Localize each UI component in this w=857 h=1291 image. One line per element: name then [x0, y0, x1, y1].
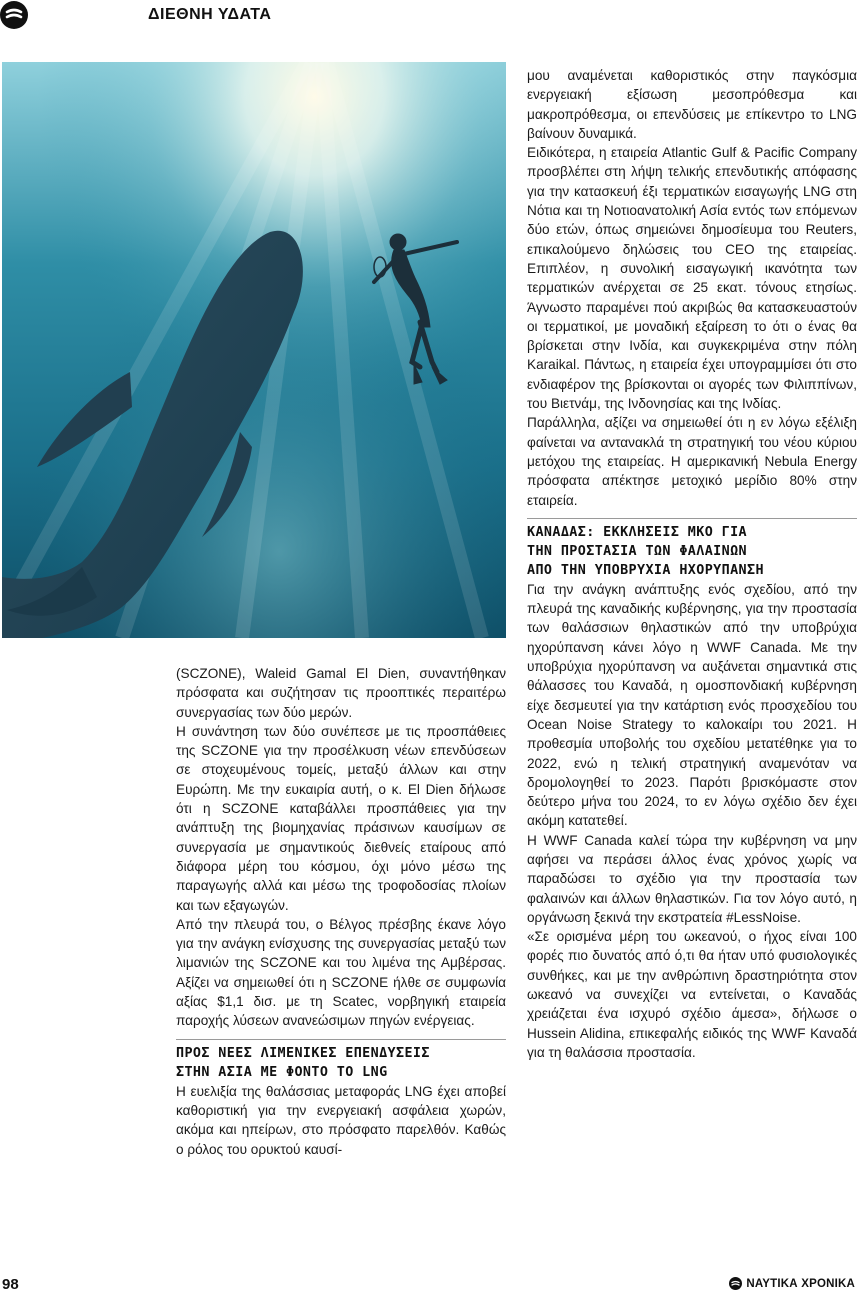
left-article-column: [176, 664, 506, 1159]
lng-subheading-line-1: ΠΡΟΣ ΝΕΕΣ ΛΙΜΕΝΙΚΕΣ ΕΠΕΝΔΥΣΕΙΣ: [176, 1045, 430, 1061]
magazine-logo-icon: [0, 1, 28, 29]
brand-name: ΝΑΥΤΙΚΑ ΧΡΟΝΙΚΑ: [746, 1277, 855, 1290]
canada-paragraph-3: «Σε ορισμένα μέρη του ωκεανού, ο ήχος είναι 100 φορές πιο δυνατός από ό,τι θα ήταν υπό φυσιολογικές συνθήκες, και με την ανθρώπινη δραστηριότητα στον ωκεανό να συνεχίζει να εντείνεται, ο Καναδάς χρειάζεται ένα ισχυρό σχέδιο άμεσα», δήλωσε ο Hussein Alidina, επικεφαλής ειδικός της WWF Καναδά για τη θαλάσσια προστασία.: [527, 929, 857, 1060]
brand-logo-icon: [729, 1277, 742, 1290]
canada-whales-subheading: [527, 523, 857, 580]
lng-paragraph-1: Η ευελιξία της θαλάσσιας μεταφοράς LNG έχει αποβεί καθοριστική για την ενεργειακή ασφάλεια χωρών, ακόμα και ηπείρων, στο πρόσφατο παρελθόν. Καθώς ο ρόλος του ορυκτού καυσί-: [176, 1083, 506, 1157]
left-paragraph-3: Από την πλευρά του, ο Βέλγος πρέσβης έκανε λόγο για την ανάγκη ενίσχυσης της συνεργασίας μεταξύ των λιμανιών της SCZONE και του λιμένα της Αμβέρσας. Αξίζει να σημειωθεί ότι η SCZONE ήλθε σε συμφωνία αξίας $1,1 δισ. με τη Scatec, νορβηγική εταιρεία παροχής λύσεων ανανεώσιμων πηγών ενέργειας.: [176, 916, 506, 1029]
whale-and-diver-photo: [2, 62, 506, 638]
page-number: 98: [2, 1276, 19, 1291]
right-paragraph-3: Παράλληλα, αξίζει να σημειωθεί ότι η εν λόγω εξέλιξη φαίνεται να αντανακλά τη στρατηγική του νέου κύριου μετόχου της εταιρείας. Η αμερικανική Nebula Energy πρόσφατα απέκτησε μετοχικό μερίδιο 80% στην εταιρεία.: [527, 415, 857, 508]
left-paragraph-1: (SCZONE), Waleid Gamal El Dien, συναντήθηκαν πρόσφατα και συζήτησαν τις προοπτικές περαιτέρω συνεργασίας των δύο μερών.: [176, 666, 506, 720]
lng-asia-subheading: [176, 1044, 506, 1082]
left-paragraph-2: Η συνάντηση των δύο συνέπεσε με τις προσπάθειες της SCZONE για την προσέλκυση νέων επενδύσεων σε στοχευμένους τομείς, μεταξύ άλλων και στην Ευρώπη. Με την ευκαιρία αυτή, ο κ. El Dien δήλωσε ότι η SCZONE καταβάλλει προσπάθειες για την ανάπτυξη της βιομηχανίας πράσινων καυσίμων σε συνεργασία με σημαντικούς διεθνείς εταίρους από διάφορα μέρη του κόσμου, όχι μόνο μέσω της παραγωγής αλλά και μέσω της τροφοδοσίας πλοίων και των εξαγωγών.: [176, 723, 506, 913]
right-paragraph-1: μου αναμένεται καθοριστικός στην παγκόσμια ενεργειακή εξίσωση μεσοπρόθεσμα και μακροπρόθεσμα, οι επενδύσεις με επίκεντρο το LNG βαίνουν δυναμικά.: [527, 68, 857, 141]
canada-subheading-line-2: ΤΗΝ ΠΡΟΣΤΑΣΙΑ ΤΩΝ ΦΑΛΑΙΝΩΝ: [527, 543, 748, 559]
canada-paragraph-2: Η WWF Canada καλεί τώρα την κυβέρνηση να μην αφήσει να περάσει άλλος ένας χρόνος χωρίς να παραδώσει το σχέδιο για την προστασία των φαλαινών και άλλων θηλαστικών. Για τον λόγο αυτό, η οργάνωση ξεκινά την εκστρατεία #LessNoise.: [527, 832, 857, 925]
footer-brand: [729, 1277, 855, 1290]
page-header: [0, 0, 857, 34]
section-title: ΔΙΕΘΝΗ ΥΔΑΤΑ: [148, 6, 272, 23]
canada-paragraph-1: Για την ανάγκη ανάπτυξης ενός σχεδίου, από την πλευρά της καναδικής κυβέρνησης, για την προστασία των θαλάσσιων θηλαστικών από την υποβρύχια ηχορύπανση κάνει λόγο η WWF Canada. Με την υποβρύχια ηχορύπανση να αυξάνεται σημαντικά στις θάλασσες του Καναδά, η ομοσπονδιακή κυβέρνηση είχε δεσμευτεί για την κατάρτιση ενός προσχεδίου του Ocean Noise Strategy το καλοκαίρι του 2021. Η προθεσμία υποβολής του σχεδίου μετατέθηκε για το 2022, ενώ η τελική στρατηγική αναμενόταν να δρομολογηθεί το 2023. Παρότι βρισκόμαστε στον δεύτερο μήνα του 2024, το εν λόγω σχέδιο δεν έχει ακόμη κατατεθεί.: [527, 581, 857, 829]
canada-subheading-line-3: ΑΠΟ ΤΗΝ ΥΠΟΒΡΥΧΙΑ ΗΧΟΡΥΠΑΝΣΗ: [527, 562, 764, 578]
lng-subheading-line-2: ΣΤΗΝ ΑΣΙΑ ΜΕ ΦΟΝΤΟ ΤΟ LNG: [176, 1064, 388, 1080]
right-article-column: [527, 66, 857, 1062]
canada-subheading-line-1: ΚΑΝΑΔΑΣ: ΕΚΚΛΗΣΕΙΣ ΜΚΟ ΓΙΑ: [527, 524, 748, 540]
right-paragraph-2: Ειδικότερα, η εταιρεία Atlantic Gulf & Pacific Company προσβλέπει στη λήψη τελικής επενδυτικής απόφασης για την κατασκευή έξι τερματικών εισαγωγής LNG στη Νότια και τη Νοτιοανατολική Ασία εντός των επόμενων δύο ετών, όπως σημειώνει δημοσίευμα του Reuters, επικαλούμενο δηλώσεις του CEO της εταιρείας. Επιπλέον, η συνολική εισαγωγική ικανότητα των τερματικών ανέρχεται σε 25 εκατ. τόνους ετησίως. Άγνωστο παραμένει πού ακριβώς θα κατασκευαστούν οι τερματικοί, με μοναδική εξαίρεση το ότι ο ένας θα βρίσκεται στην Ινδία, και συγκεκριμένα στην πόλη Karaikal. Πάντως, η εταιρεία έχει υπογραμμίσει ότι στο ενδιαφέρον της βρίσκονται οι αγορές των Φιλιππίνων, του Βιετνάμ, της Ινδονησίας και της Ινδίας.: [527, 145, 857, 412]
